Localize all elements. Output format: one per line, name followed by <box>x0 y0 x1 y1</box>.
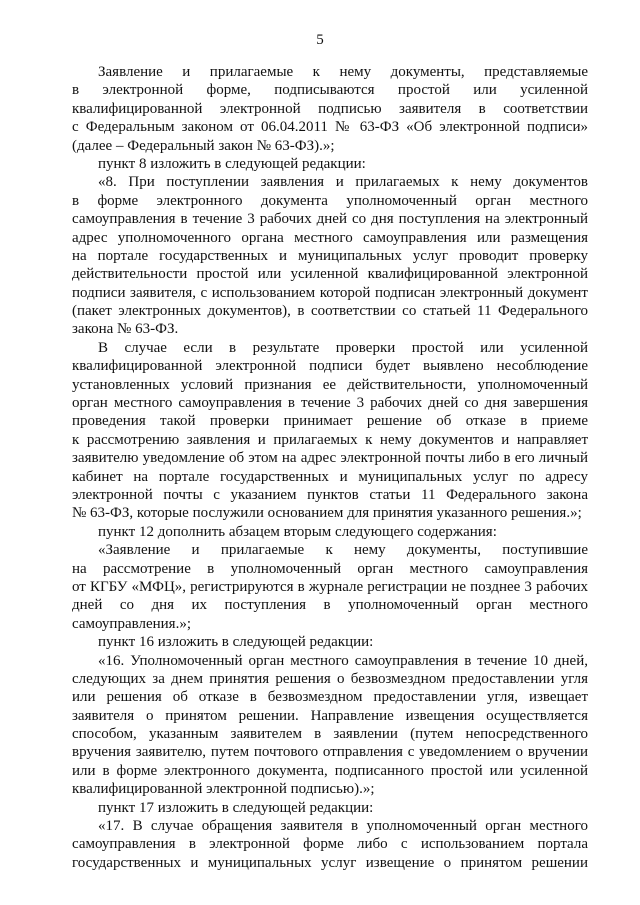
text-line: от КГБУ «МФЦ», регистрируются в журнале регистрации не позднее 3 рабочих <box>72 578 588 595</box>
text-line: В случае если в результате проверки простой или усиленной <box>98 339 588 356</box>
text-line: «17. В случае обращения заявителя в уполномоченный орган местного <box>98 818 588 835</box>
text-line: на портале государственных и муниципальных услуг проводит проверку <box>72 247 588 264</box>
text-line: подписи заявителя, с использованием которой подписан электронный документ <box>72 284 588 301</box>
text-line: (далее – Федеральный закон № 63-ФЗ).»; <box>72 137 335 154</box>
text-line: закона № 63-ФЗ. <box>72 321 179 338</box>
text-line: квалифицированной электронной подписью).»; <box>72 781 375 798</box>
page-number: 5 <box>316 32 324 48</box>
text-line: орган местного самоуправления в течение 3 рабочих дней со дня завершения <box>72 395 588 412</box>
text-line: действительности простой или усиленной квалифицированной электронной <box>72 266 588 283</box>
text-line: электронной почты с указанием пунктов статьи 11 Федерального закона <box>72 486 588 503</box>
text-line: адрес уполномоченного органа местного самоуправления или размещения <box>72 229 588 246</box>
text-line: государственных и муниципальных услуг извещение о принятом решении <box>72 854 588 871</box>
document-body <box>72 63 588 872</box>
text-line: «16. Уполномоченный орган местного самоуправления в течение 10 дней, <box>98 652 588 669</box>
text-line: кабинет на портале государственных и муниципальных услуг по адресу <box>72 468 588 485</box>
text-line: «8. При поступлении заявления и прилагаемых к нему документов <box>98 174 588 191</box>
text-line: самоуправления.»; <box>72 615 192 632</box>
text-line: или в форме электронного документа, подписанного простой или усиленной <box>72 762 588 779</box>
text-line: пункт 17 изложить в следующей редакции: <box>98 799 374 816</box>
text-line: «Заявление и прилагаемые к нему документы, поступившие <box>98 542 588 559</box>
text-line: следующих за днем принятия решения о безвозмездном предоставлении угля <box>72 670 588 687</box>
text-line: пункт 8 изложить в следующей редакции: <box>98 155 366 172</box>
text-line: в электронной форме, подписываются простой или усиленной <box>72 82 588 99</box>
text-line: № 63-ФЗ, которые послужили основанием для принятия указанного решения.»; <box>72 505 582 522</box>
text-line: самоуправления в электронной форме либо с использованием портала <box>72 836 588 853</box>
text-line: (пакет электронных документов), в соответствии со статьей 11 Федерального <box>72 303 588 320</box>
text-line: с Федеральным законом от 06.04.2011 № 63-ФЗ «Об электронной подписи» <box>72 119 588 136</box>
text-line: установленных условий признания ее действительности, уполномоченный <box>72 376 588 393</box>
text-line: на рассмотрение в уполномоченный орган местного самоуправления <box>72 560 588 577</box>
text-line: или решения об отказе в безвозмездном предоставлении угля, извещает <box>72 689 588 706</box>
text-line: способом, указанным заявителем в заявлении (путем непосредственного <box>72 726 588 743</box>
text-line: заявителя о принятом решении. Направление извещения осуществляется <box>72 707 588 724</box>
text-line: заявителю уведомление об этом на адрес электронной почты либо в его личный <box>72 450 588 467</box>
text-line: дней со дня их поступления в уполномоченный орган местного <box>72 597 588 614</box>
text-line: квалифицированной электронной подписи будет выявлено несоблюдение <box>72 358 588 375</box>
text-line: проведения такой проверки принимает решение об отказе в приеме <box>72 413 588 430</box>
text-line: к рассмотрению заявления и прилагаемых к нему документов и направляет <box>72 431 588 448</box>
text-line: Заявление и прилагаемые к нему документы, представляемые <box>98 64 588 80</box>
text-line: пункт 12 дополнить абзацем вторым следующего содержания: <box>98 523 497 540</box>
text-line: вручения заявителю, путем почтового отправления с уведомлением о вручении <box>72 744 588 761</box>
text-line: пункт 16 изложить в следующей редакции: <box>98 634 374 651</box>
text-line: самоуправления в течение 3 рабочих дней со дня поступления на электронный <box>72 211 588 228</box>
text-line: в форме электронного документа уполномоченный орган местного <box>72 192 588 209</box>
text-line: квалифицированной электронной подписью заявителя в соответствии <box>72 100 588 117</box>
